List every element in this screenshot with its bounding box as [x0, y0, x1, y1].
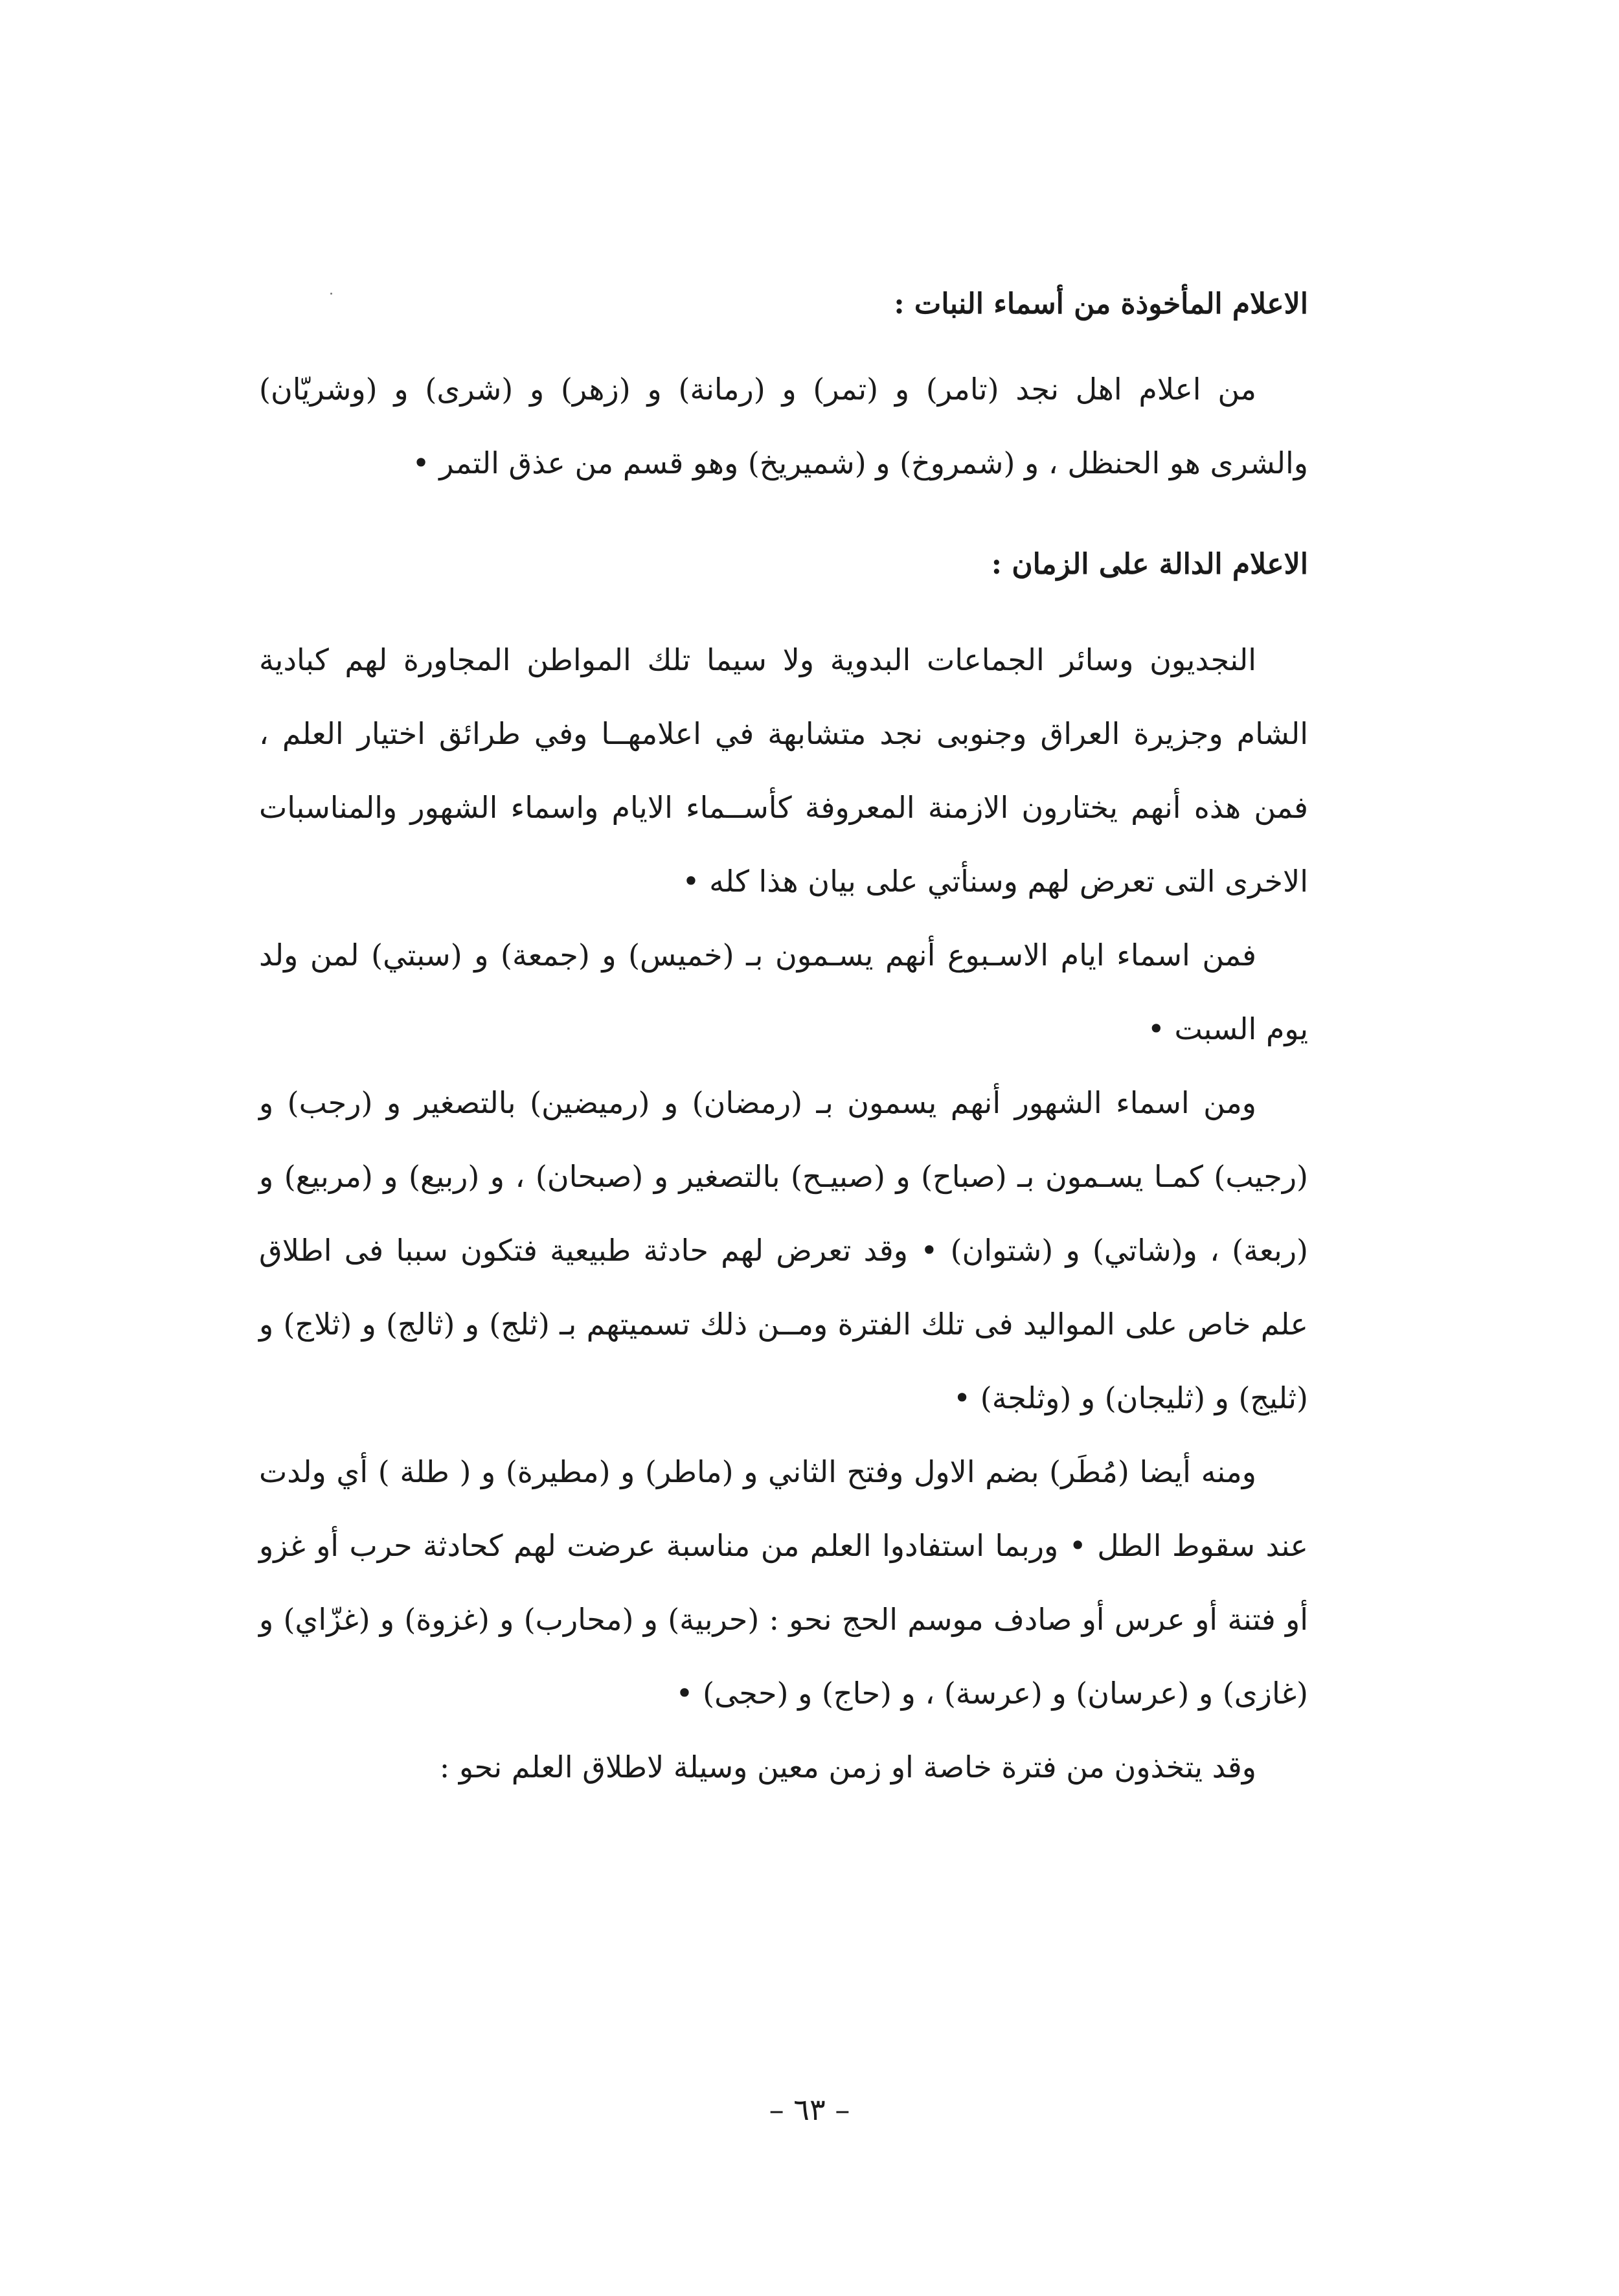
paragraph-closing: وقد يتخذون من فترة خاصة او زمن معين وسيلة لاطلاق العلم نحو : [439, 1750, 1256, 1784]
paragraph-month-names: ومن اسماء الشهور أنهم يسمون بـ (رمضان) و (رميضين) بالتصغير و (رجب) و (رجيب) كمـا يسـمون بـ (صباح) و (صبيـح) بالتصغير و (صبحان) ، و (ربيع) و (مربيع) و (ربعة) ، و(شاتي) و (شتوان) • وقد تعرض لهم حادثة طبيعية فتكون سببا فى اطلاق علم خاص على المواليد فى تلك الفترة ومــن ذلك تسميتهم بـ (ثلج) و (ثالج) و (ثلاج) و (ثليج) و (ثليجان) و (وثلجة) • [259, 1085, 1308, 1415]
paragraph-rain-and-events: ومنه أيضا (مُطَر) بضم الاول وفتح الثاني و (ماطر) و (مطيرة) و ( طلة ) أي ولدت عند سقوط الطل • وربما استفادوا العلم من مناسبة عرضت لهم كحادثة حرب أو غزو أو فتنة أو عرس أو صادف موسم الحج نحو : (حربية) و (محارب) و (غزوة) و (غزّاي) و (غازى) و (عرسان) و (عرسة) ، و (حاج) و (حجى) • [259, 1454, 1308, 1711]
section-heading-plants: الاعلام المأخوذة من أسماء النبات : [894, 287, 1308, 321]
paragraph-time-intro: النجديون وسائر الجماعات البدوية ولا سيما تلك المواطن المجاورة لهم كبادية الشام وجزيرة العراق وجنوبى نجد متشابهة في اعلامهــا وفي طرائق اختيار العلم ، فمن هذه أنهم يختارون الازمنة المعروفة كأســماء الايام واسماء الشهور والمناسبات الاخرى التى تعرض لهم وسنأتي على بيان هذا كله • [259, 642, 1308, 899]
page-body [259, 278, 1308, 1804]
paragraph-plant-names: من اعلام اهل نجد (تامر) و (تمر) و (رمانة) و (زهر) و (شرى) و (وشريّان) والشرى هو الحنظل ، و (شمروخ) و (شميريخ) وهو قسم من عذق التمر • [259, 372, 1308, 480]
page-number: – ٦٣ – [769, 2092, 850, 2127]
paragraph-weekday-names: فمن اسماء ايام الاسـبوع أنهم يسـمون بـ (خميس) و (جمعة) و (سبتي) لمن ولد يوم السبت • [259, 938, 1308, 1046]
section-heading-time: الاعلام الدالة على الزمان : [991, 548, 1308, 581]
